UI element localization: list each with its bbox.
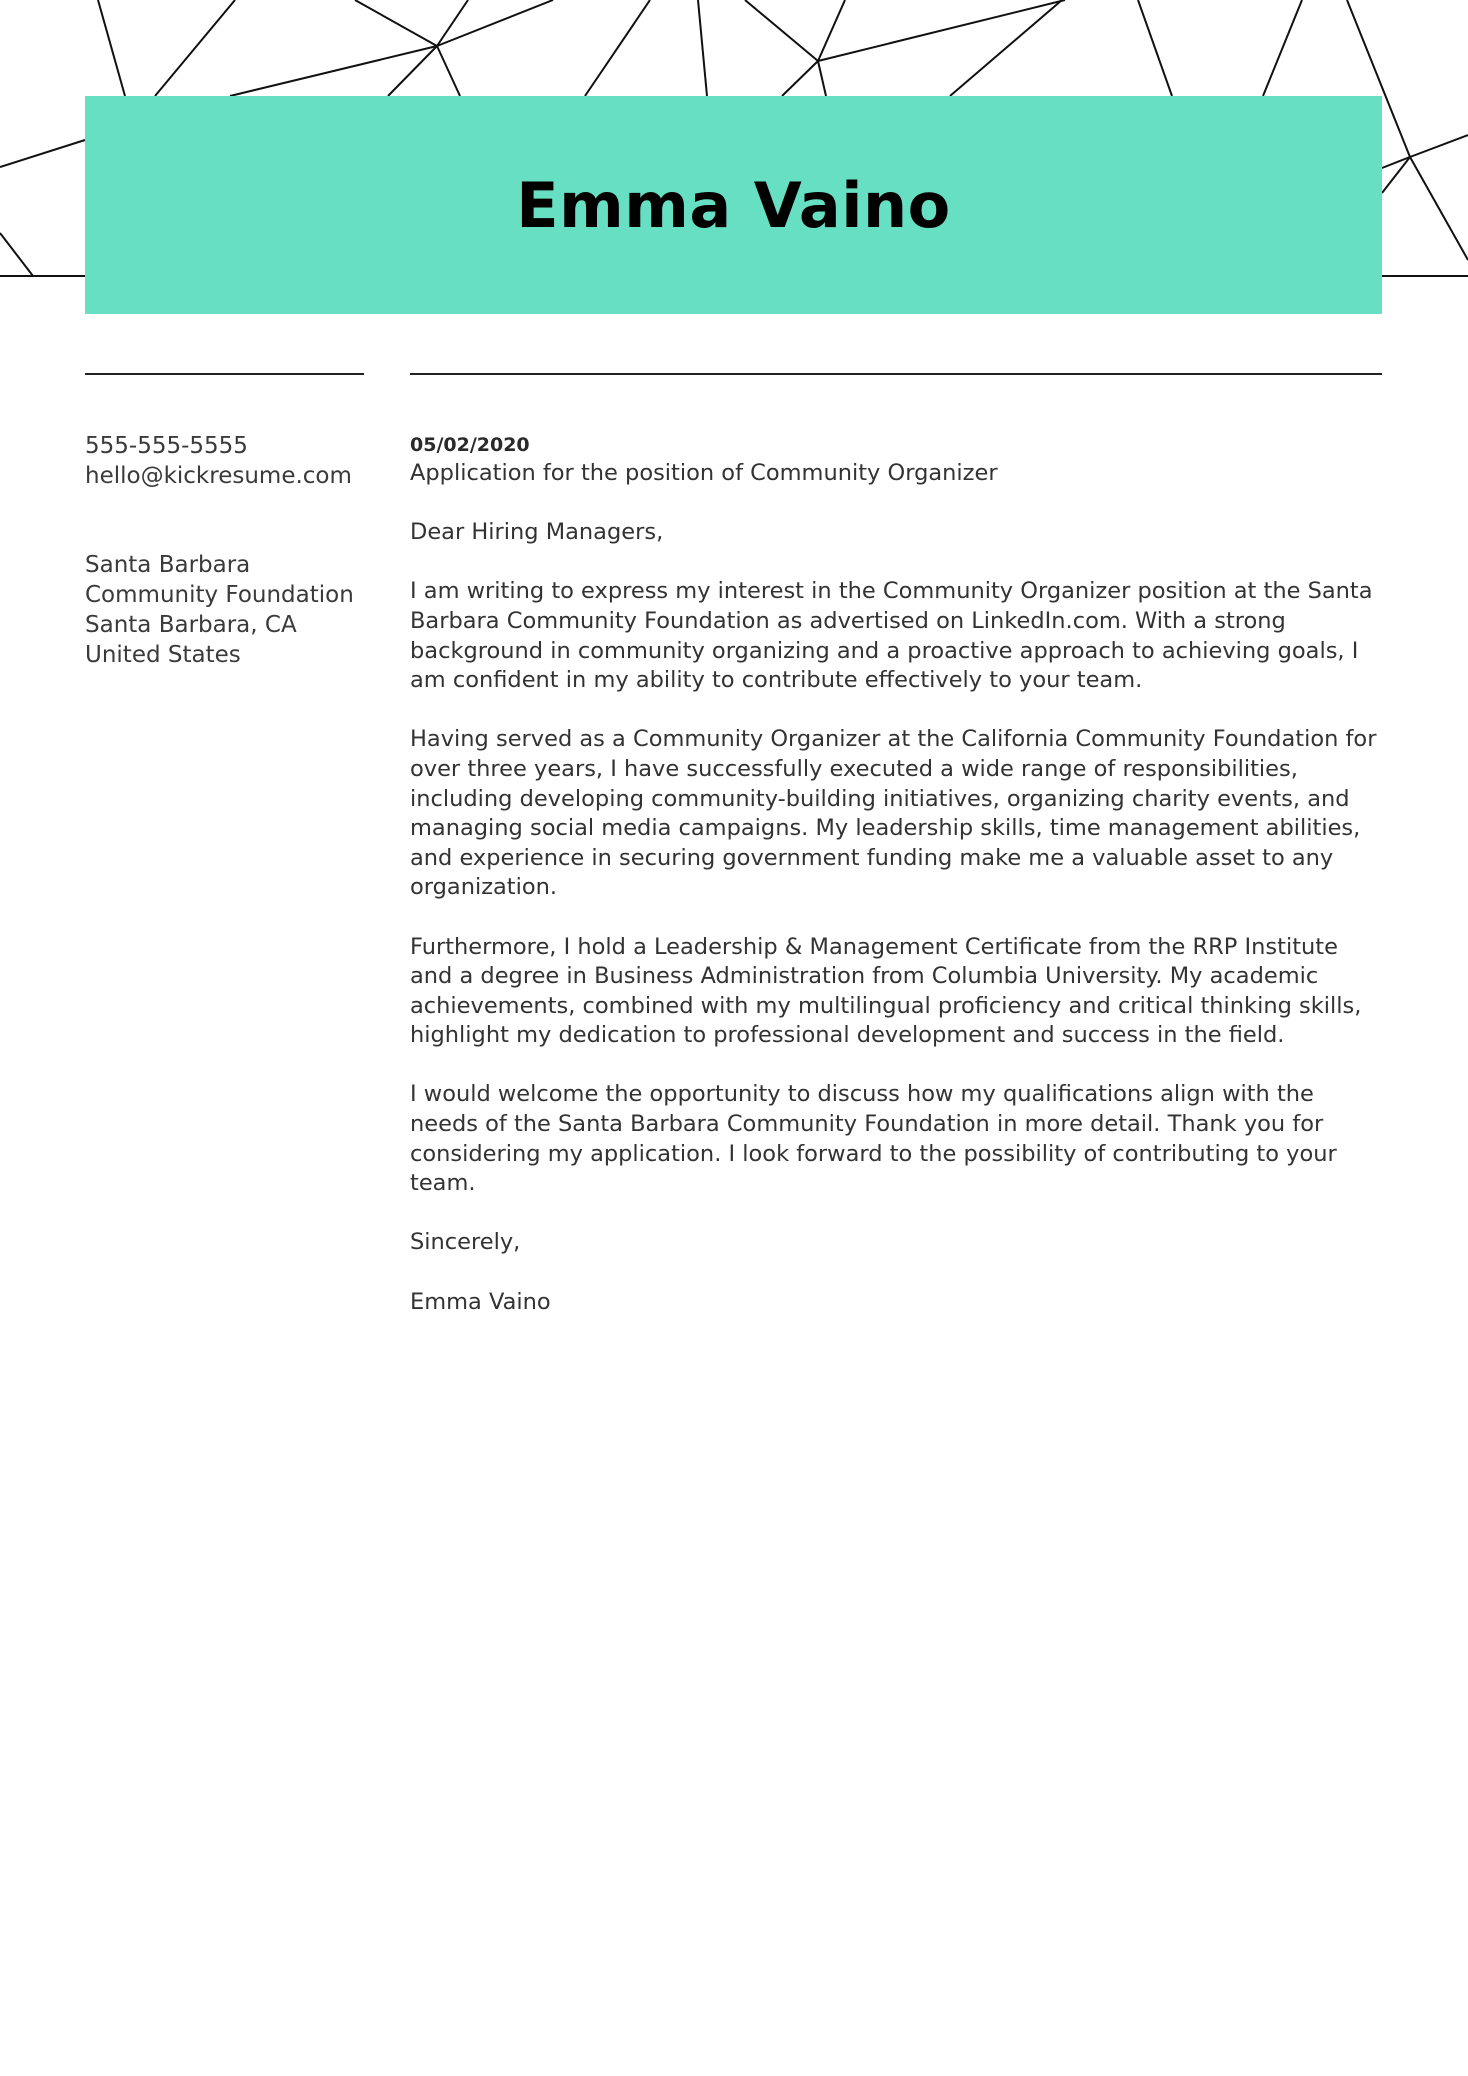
applicant-name: Emma Vaino <box>516 168 951 242</box>
letter-paragraph: Having served as a Community Organizer at the California Community Foundation for over three years, I have successfully executed a wide range of responsibilities, including developing community-building initiatives, organizing charity events, and managing social media campaigns. My leadership skills, time management abilities, and experience in securing government funding make me a valuable asset to any organization. <box>410 726 1377 901</box>
letter-paragraph: Furthermore, I hold a Leadership & Management Certificate from the RRP Institute and a degree in Business Administration from Columbia University. My academic achievements, combined with my multilingual proficiency and critical thinking skills, highlight my dedication to professional development and success in the field. <box>410 933 1362 1049</box>
recipient-line: United States <box>85 642 241 668</box>
signature: Emma Vaino <box>410 1288 551 1315</box>
sidebar-divider <box>85 373 364 375</box>
salutation: Dear Hiring Managers, <box>410 519 664 546</box>
phone-number: 555-555-5555 <box>85 433 248 459</box>
recipient-line: Community Foundation <box>85 582 354 608</box>
recipient-address <box>85 550 385 670</box>
letter-date: 05/02/2020 <box>410 434 530 456</box>
name-header-band <box>85 96 1382 314</box>
email-address: hello@kickresume.com <box>85 463 352 489</box>
closing: Sincerely, <box>410 1229 521 1256</box>
letter-divider <box>410 373 1382 375</box>
letter-subject: Application for the position of Community Organizer <box>410 460 998 486</box>
contact-sidebar <box>85 431 385 670</box>
recipient-line: Santa Barbara, CA <box>85 612 297 638</box>
recipient-line: Santa Barbara <box>85 552 251 578</box>
letter-paragraph: I am writing to express my interest in the Community Organizer position at the Santa Barbara Community Foundation as advertised on LinkedIn.com. With a strong background in community organizing and a proactive approach to achieving goals, I am confident in my ability to contribute effectively to your team. <box>410 578 1373 694</box>
letter-body <box>410 432 1385 1317</box>
letter-paragraph: I would welcome the opportunity to discuss how my qualifications align with the needs of the Santa Barbara Community Foundation in more detail. Thank you for considering my application. I look forward to the possibility of contributing to your team. <box>410 1081 1337 1197</box>
